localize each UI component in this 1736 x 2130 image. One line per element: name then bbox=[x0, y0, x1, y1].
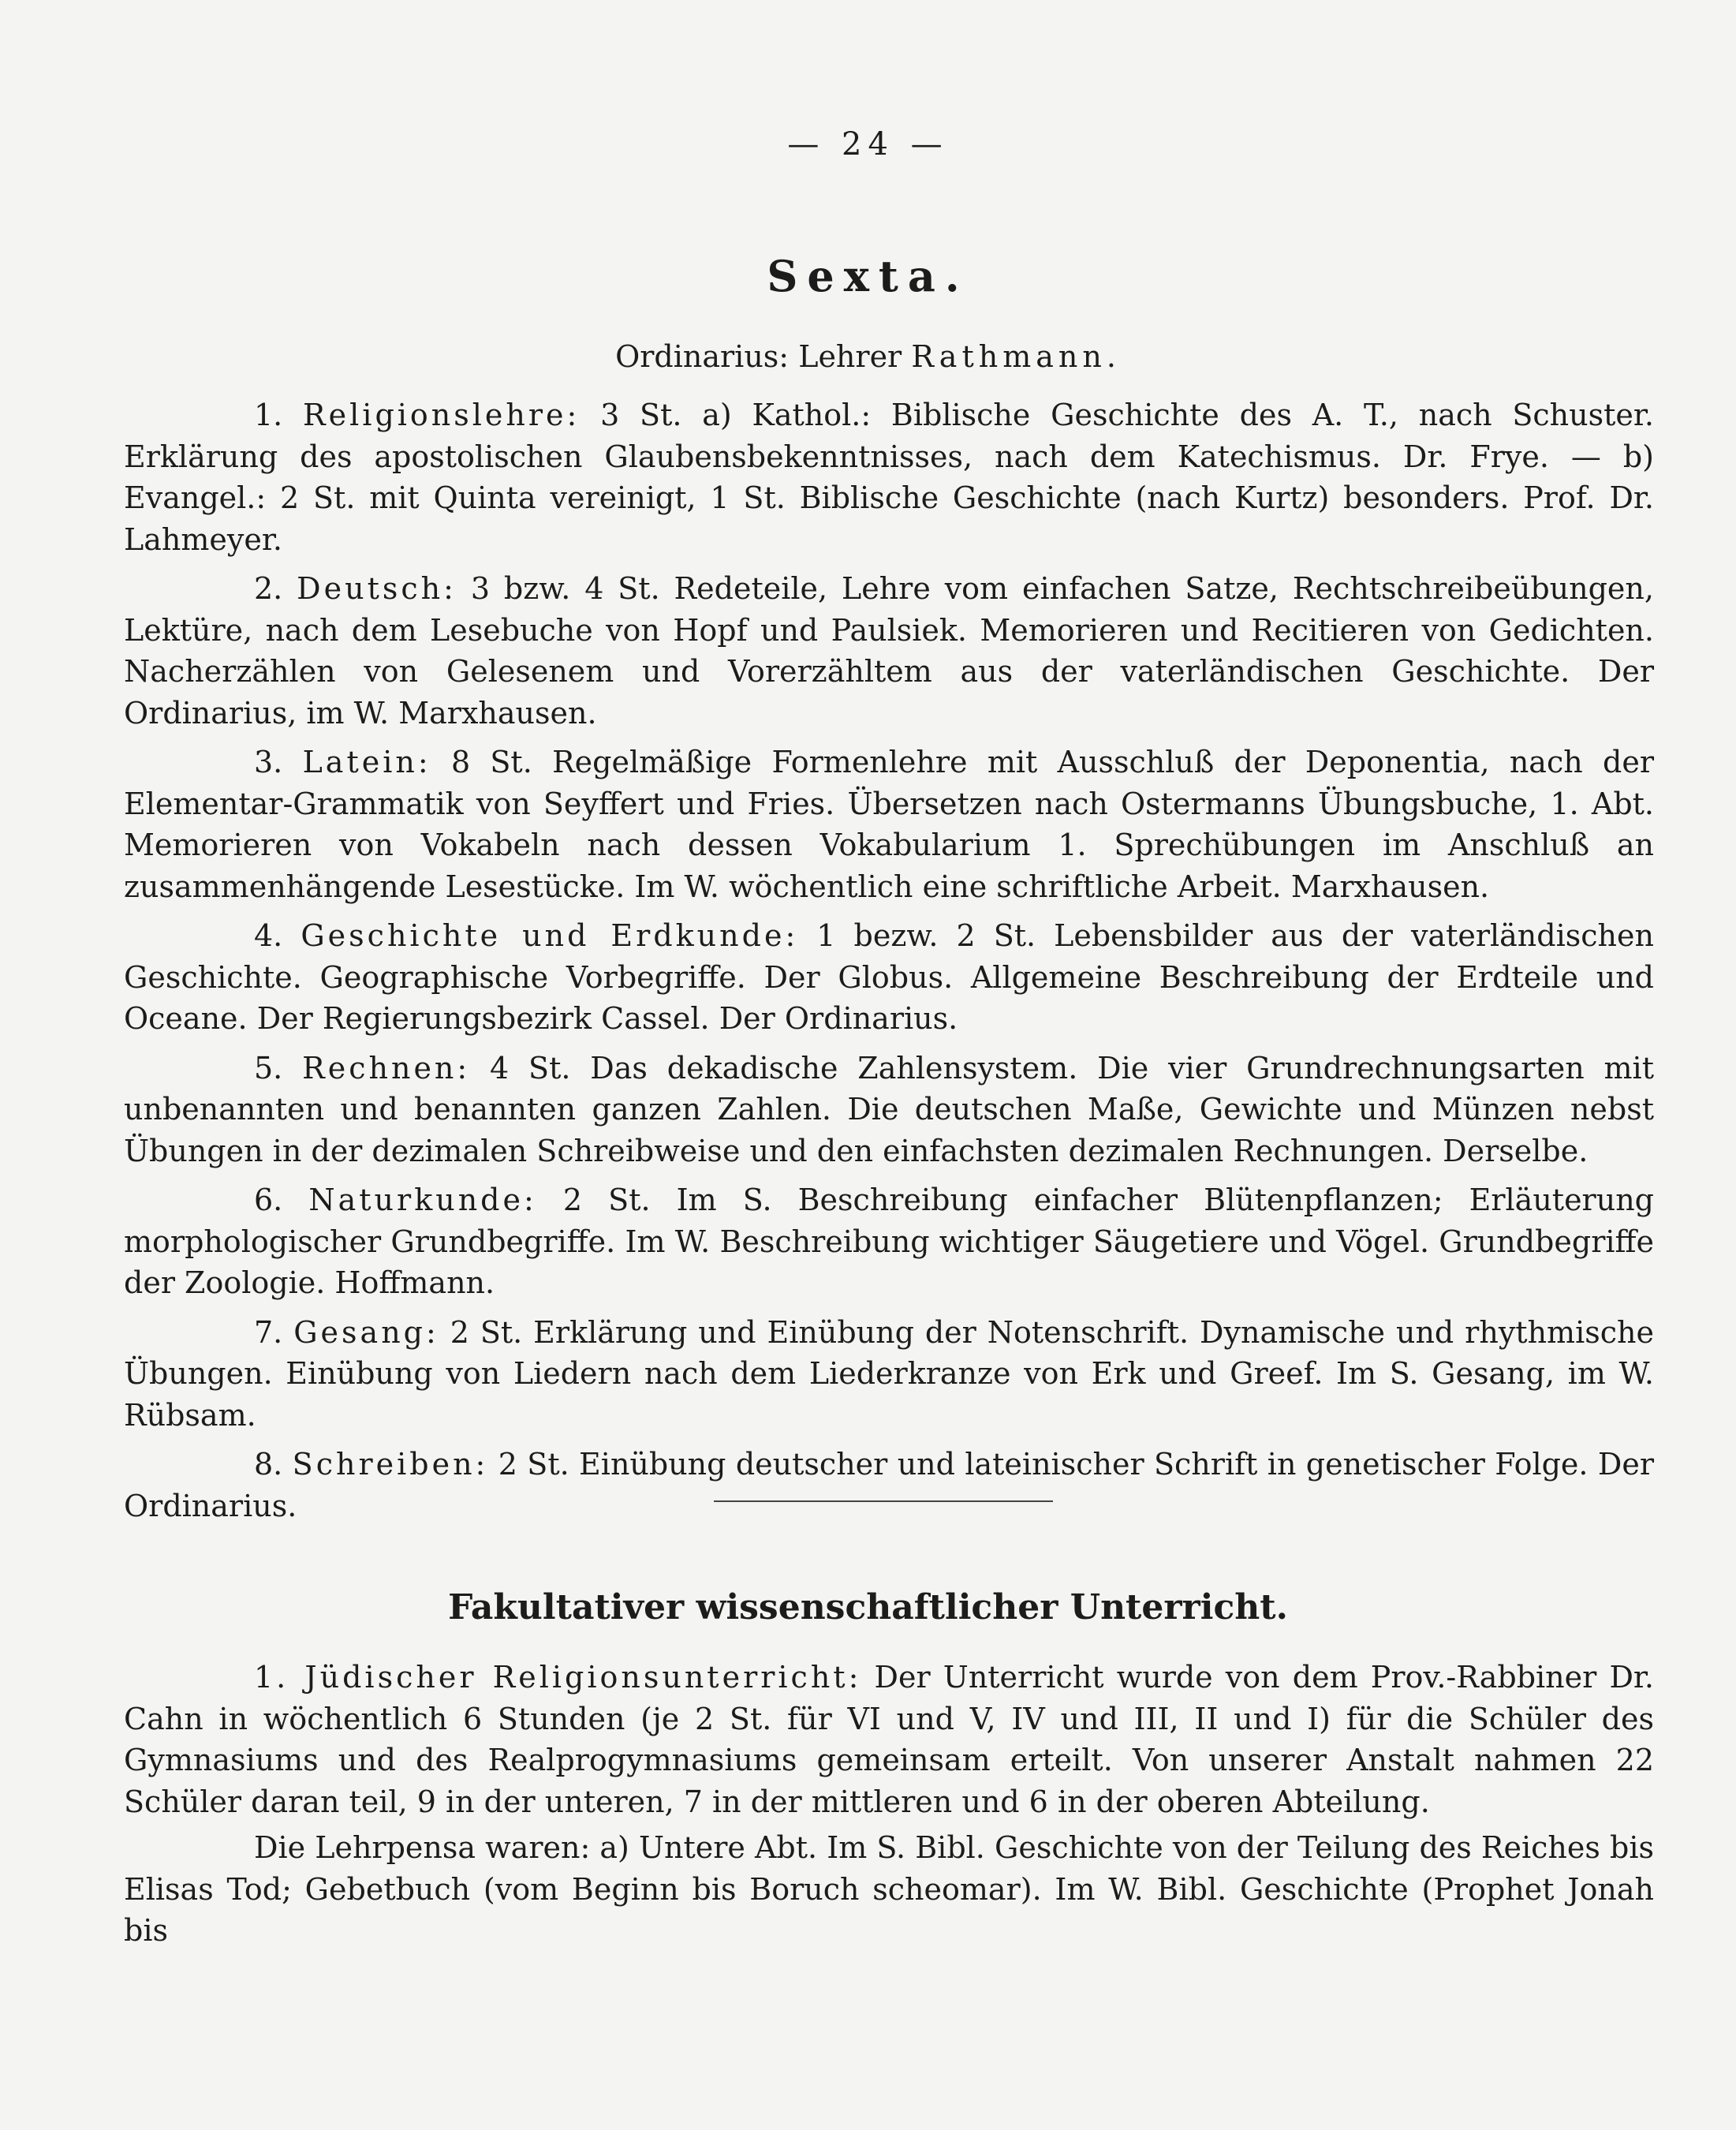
item-text: 2 St. Einübung deutscher und lateinischer Schrift in genetischer Folge. Der Ordinarius. bbox=[124, 1447, 1654, 1523]
curriculum-list bbox=[124, 394, 1654, 1534]
item-text: 4 St. Das dekadische Zahlensystem. Die vier Grundrechnungsarten mit unbenannten und benannten ganzen Zahlen. Die deutschen Maße, Gewichte und Münzen nebst Übungen in der dezimalen Schreibweise und den einfachsten dezimalen Rechnungen. Derselbe. bbox=[124, 1050, 1654, 1168]
item-text: 8 St. Regelmäßige Formenlehre mit Ausschluß der Deponentia, nach der Elementar-Grammatik von Seyffert und Fries. Übersetzen nach Ostermanns Übungsbuche, 1. Abt. Memorieren von Vokabeln nach dessen Vokabularium 1. Sprechübungen im Anschluß an zusammenhängende Lesestücke. Im W. wöchentlich eine schriftliche Arbeit. Marxhausen. bbox=[124, 745, 1654, 904]
item-number: 6. bbox=[254, 1183, 283, 1217]
item-text: 3 bzw. 4 St. Redeteile, Lehre vom einfachen Satze, Rechtschreibeübungen, Lektüre, nach dem Lesebuche von Hopf und Paulsiek. Memorieren und Recitieren von Gedichten. Nacherzählen von Gelesenem und Vorerzähltem aus der vaterländischen Geschichte. Der Ordinarius, im W. Marxhausen. bbox=[124, 571, 1654, 731]
paragraph-text: Die Lehrpensa waren: a) Untere Abt. Im S. Bibl. Geschichte von der Teilung des Reiches bis Elisas Tod; Gebetbuch (vom Beginn bis Boruch scheomar). Im W. Bibl. Geschichte (Prophet Jonah bis bbox=[124, 1830, 1654, 1948]
curriculum-item-latein bbox=[124, 742, 1654, 907]
item-number: 3. bbox=[254, 745, 283, 779]
curriculum-item-rechnen bbox=[124, 1048, 1654, 1172]
item-number: 8. bbox=[254, 1447, 283, 1482]
ordinarius-line bbox=[0, 339, 1736, 374]
curriculum-item-schreiben bbox=[124, 1444, 1654, 1526]
curriculum-item-naturkunde bbox=[124, 1179, 1654, 1304]
item-text: 3 St. a) Kathol.: Biblische Geschichte des A. T., nach Schuster. Erklärung des apostolischen Glaubensbekenntnisses, nach dem Katechismus. Dr. Frye. — b) Evangel.: 2 St. mit Quinta vereinigt, 1 St. Biblische Geschichte (nach Kurtz) besonders. Prof. Dr. Lahmeyer. bbox=[124, 398, 1654, 557]
item-subject: Geschichte und Erdkunde: bbox=[301, 918, 799, 953]
item-text: 2 St. Erklärung und Einübung der Notenschrift. Dynamische und rhythmische Übungen. Einübung von Liedern nach dem Liederkranze von Erk und Greef. Im S. Gesang, im W. Rübsam. bbox=[124, 1314, 1654, 1433]
item-subject: Naturkunde: bbox=[308, 1183, 537, 1217]
section2-title: Fakultativer wissenschaftlicher Unterricht. bbox=[448, 1587, 1288, 1627]
fakultativ-paragraph bbox=[124, 1657, 1654, 1822]
paragraph-lead: 1. Jüdischer Religionsunterricht: bbox=[254, 1660, 862, 1695]
item-subject: Schreiben: bbox=[292, 1447, 489, 1482]
ordinarius-label: Ordinarius: bbox=[615, 339, 790, 374]
item-text: 1 bezw. 2 St. Lebensbilder aus der vaterländischen Geschichte. Geographische Vorbegriffe. Der Globus. Allgemeine Beschreibung der Erdteile und Oceane. Der Regierungsbezirk Cassel. Der Ordinarius. bbox=[124, 918, 1654, 1036]
item-number: 7. bbox=[254, 1314, 283, 1350]
item-number: 1. bbox=[254, 398, 283, 432]
item-subject: Rechnen: bbox=[302, 1050, 471, 1086]
item-number: 4. bbox=[254, 918, 283, 953]
page-number: — 24 — bbox=[787, 126, 949, 163]
curriculum-item-geschichte bbox=[124, 915, 1654, 1040]
ordinarius-rank: Lehrer bbox=[798, 339, 902, 374]
item-number: 2. bbox=[254, 571, 283, 606]
item-subject: Gesang: bbox=[293, 1314, 439, 1350]
curriculum-item-deutsch bbox=[124, 568, 1654, 734]
curriculum-item-religion bbox=[124, 394, 1654, 560]
item-subject: Deutsch: bbox=[297, 571, 457, 606]
paragraph-text: Der Unterricht wurde von dem Prov.-Rabbiner Dr. Cahn in wöchentlich 6 Stunden (je 2 St. für VI und V, IV und III, II und I) für die Schüler des Gymnasiums und des Realprogymnasiums gemeinsam erteilt. Von unserer Anstalt nahmen 22 Schüler daran teil, 9 in der unteren, 7 in der mittleren und 6 in der oberen Abteilung. bbox=[124, 1660, 1654, 1819]
ordinarius-name: Rathmann. bbox=[911, 339, 1121, 374]
item-number: 5. bbox=[254, 1050, 283, 1086]
fakultativ-section bbox=[124, 1657, 1654, 1956]
fakultativ-paragraph bbox=[124, 1827, 1654, 1952]
item-subject: Religionslehre: bbox=[303, 398, 581, 432]
section-title: Sexta. bbox=[767, 251, 969, 301]
section-divider bbox=[714, 1500, 1053, 1502]
item-subject: Latein: bbox=[302, 745, 431, 779]
item-text: 2 St. Im S. Beschreibung einfacher Blütenpflanzen; Erläuterung morphologischer Grundbegriffe. Im W. Beschreibung wichtiger Säugetiere und Vögel. Grundbegriffe der Zoologie. Hoffmann. bbox=[124, 1183, 1654, 1300]
curriculum-item-gesang bbox=[124, 1312, 1654, 1437]
